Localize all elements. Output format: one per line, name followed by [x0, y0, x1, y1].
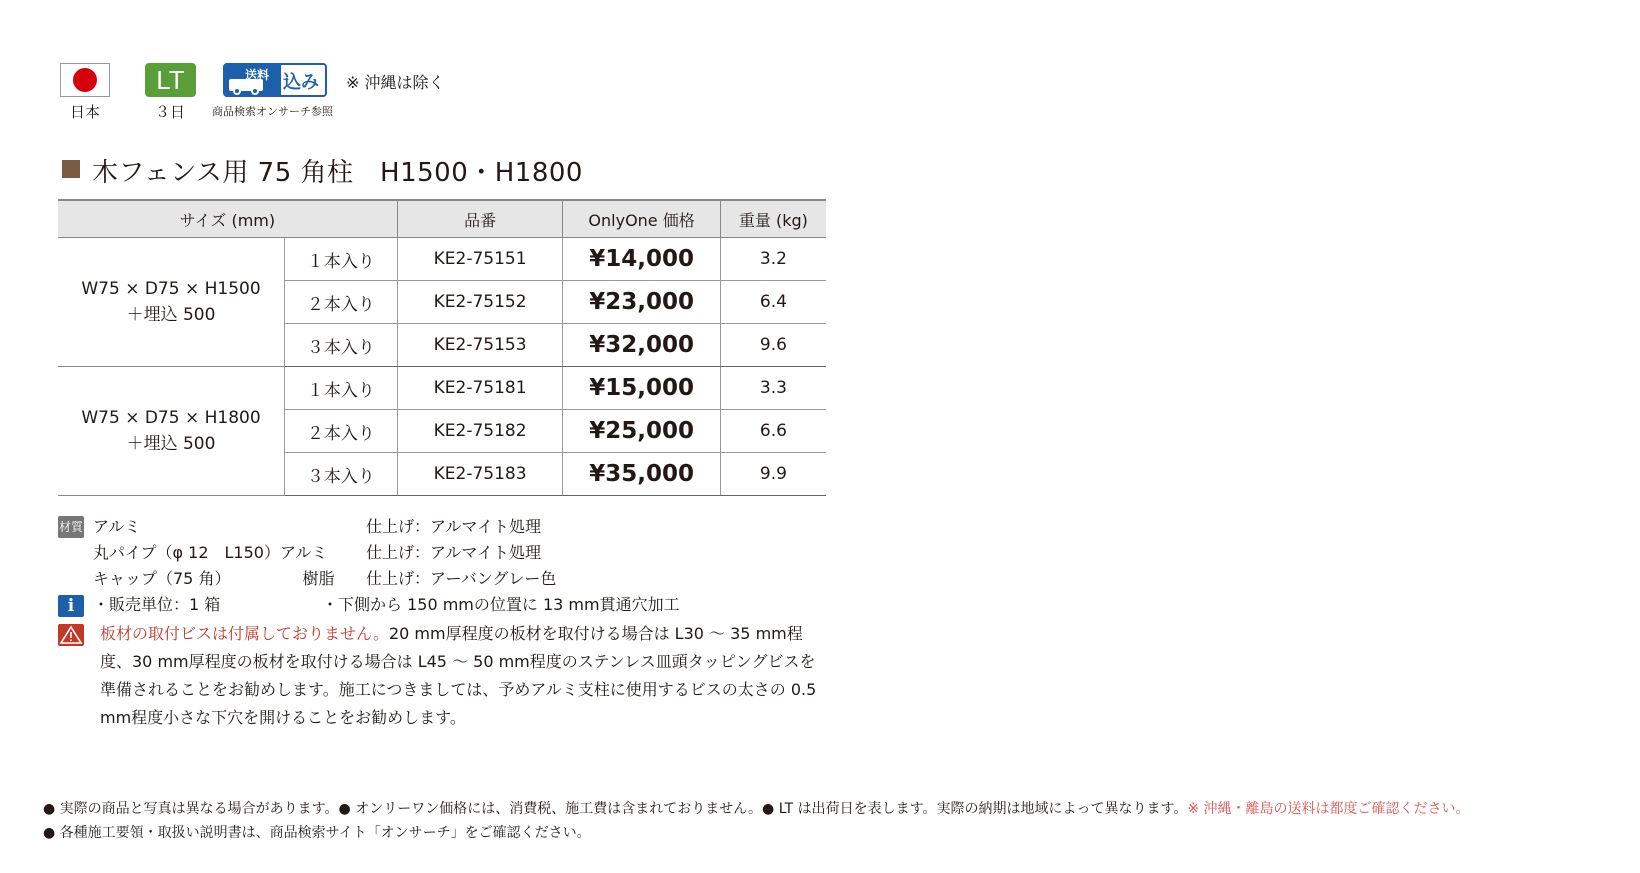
- code-cell: KE2-75151: [397, 238, 563, 281]
- size-embed: ＋埋込 500: [126, 434, 216, 454]
- weight-cell: 9.9: [720, 453, 826, 496]
- header-weight: 重量 (kg): [720, 200, 826, 238]
- sales-unit-text: ・販売単位：1 箱: [93, 595, 221, 614]
- page-title: 木フェンス用 75 角柱 H1500・H1800: [92, 158, 583, 188]
- qty-cell: ２本入り: [285, 281, 398, 324]
- material-line-left: アルミ: [93, 517, 141, 536]
- table-header-row: [58, 200, 826, 238]
- material-line-left: 丸パイプ（φ 12 L150）アルミ: [93, 543, 328, 562]
- table-row: [58, 367, 826, 410]
- shipping-caption: 商品検索オンサーチ参照: [212, 105, 333, 118]
- price-cell: ¥14,000: [563, 238, 720, 281]
- japan-flag-icon: [60, 63, 110, 97]
- code-cell: KE2-75153: [397, 324, 563, 367]
- code-cell: KE2-75181: [397, 367, 563, 410]
- price-cell: ¥25,000: [563, 410, 720, 453]
- shipping-label-top: 送料: [245, 68, 270, 82]
- material-line-right: 仕上げ：アルマイト処理: [366, 517, 542, 536]
- footer-text: ● 実際の商品と写真は異なる場合があります。● オンリーワン価格には、消費税、施工費は含まれておりません。● LT は出荷日を表します。実際の納期は地域によって異なります。: [43, 801, 1188, 817]
- product-spec-table: [58, 199, 826, 496]
- warning-text: 20 mm厚程度の板材を取付ける場合は L30 〜 35 mm程度、30 mm厚程度の板材を取付ける場合は L45 〜 50 mm程度のステンレス皿頭タッピングビスを準備されることをお勧めします。施工につきましては、予めアルミ支柱に使用するビスの太さの 0.5 mm程度小さな下穴を開けることをお勧めします。: [100, 624, 817, 727]
- exclusion-note: ※ 沖縄は除く: [346, 73, 445, 92]
- table-row: [58, 238, 826, 281]
- price-cell: ¥32,000: [563, 324, 720, 367]
- shipping-label-main: 込み: [283, 72, 319, 93]
- qty-cell: ３本入り: [285, 324, 398, 367]
- footer-line-2: ● 各種施工要領・取扱い説明書は、商品検索サイト「オンサーチ」をご確認ください。: [43, 825, 591, 841]
- footer-red-text: ※ 沖縄・離島の送料は都度ご確認ください。: [1187, 801, 1470, 817]
- qty-cell: １本入り: [285, 367, 398, 410]
- title-square-icon: [62, 160, 80, 178]
- weight-cell: 6.4: [720, 281, 826, 324]
- price-cell: ¥15,000: [563, 367, 720, 410]
- material-line-right: 仕上げ：アーバングレー色: [366, 569, 557, 588]
- weight-cell: 6.6: [720, 410, 826, 453]
- price-cell: ¥23,000: [563, 281, 720, 324]
- material-line-left: キャップ（75 角） 樹脂: [93, 569, 335, 588]
- qty-cell: １本入り: [285, 238, 398, 281]
- qty-cell: ２本入り: [285, 410, 398, 453]
- code-cell: KE2-75182: [397, 410, 563, 453]
- weight-cell: 3.2: [720, 238, 826, 281]
- size-cell: [58, 238, 285, 367]
- info-icon: i: [58, 595, 84, 617]
- hole-processing-text: ・下側から 150 mmの位置に 13 mm貫通穴加工: [322, 595, 680, 614]
- warning-paragraph: [100, 620, 820, 732]
- warning-icon: [58, 624, 84, 646]
- size-line: W75 × D75 × H1500: [81, 279, 261, 299]
- header-price: OnlyOne 価格: [563, 200, 720, 238]
- lead-time-badge: LT: [145, 63, 196, 97]
- code-cell: KE2-75152: [397, 281, 563, 324]
- origin-caption: 日本: [70, 103, 101, 121]
- weight-cell: 3.3: [720, 367, 826, 410]
- size-line: W75 × D75 × H1800: [81, 408, 261, 428]
- header-code: 品番: [397, 200, 563, 238]
- code-cell: KE2-75183: [397, 453, 563, 496]
- weight-cell: 9.6: [720, 324, 826, 367]
- lead-time-caption: ３日: [155, 103, 186, 121]
- qty-cell: ３本入り: [285, 453, 398, 496]
- price-cell: ¥35,000: [563, 453, 720, 496]
- material-line-right: 仕上げ：アルマイト処理: [366, 543, 542, 562]
- size-cell: [58, 367, 285, 496]
- footer-line-1: [43, 798, 1470, 818]
- header-size: サイズ (mm): [58, 200, 397, 238]
- warning-red-text: 板材の取付ビスは付属しておりません。: [100, 624, 389, 643]
- size-embed: ＋埋込 500: [126, 305, 216, 325]
- shipping-included-badge: [223, 63, 327, 97]
- material-icon: 材質: [58, 516, 84, 538]
